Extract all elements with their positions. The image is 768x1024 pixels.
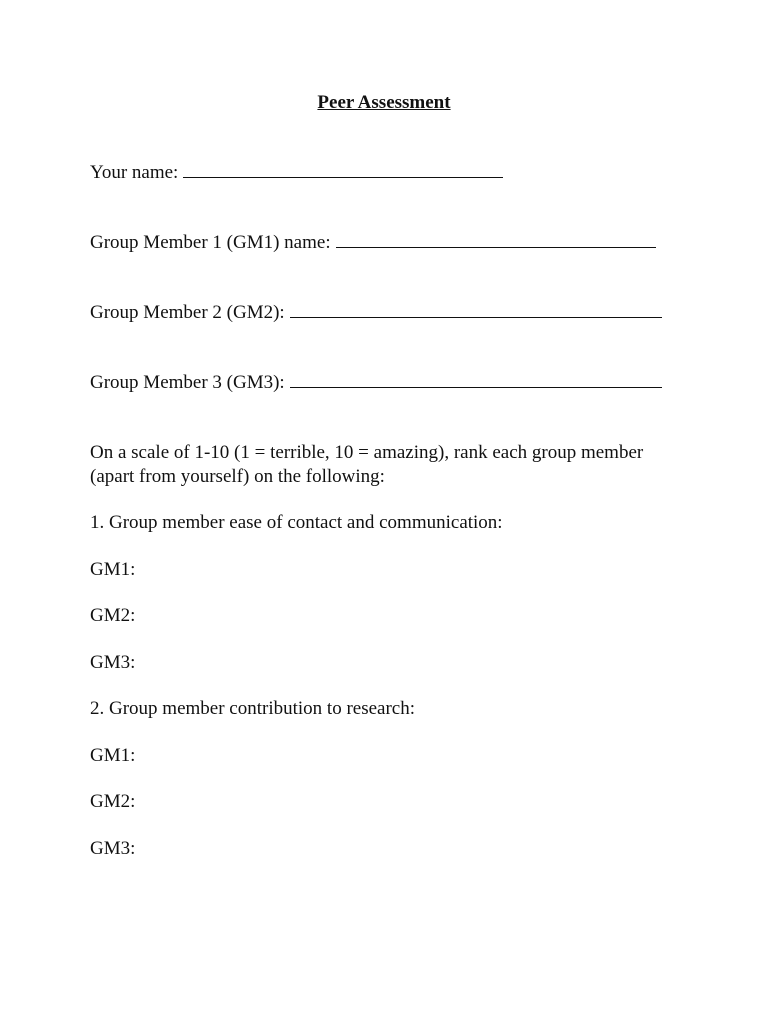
gm3-name-row [90, 371, 662, 395]
section-2-gm3-label: GM3: [90, 838, 136, 859]
section-2-gm2-label: GM2: [90, 791, 136, 812]
gm1-name-label: Group Member 1 (GM1) name: [90, 232, 331, 253]
section-2-gm1-label: GM1: [90, 745, 136, 766]
your-name-label: Your name: [90, 162, 179, 183]
section-1-gm3-label: GM3: [90, 652, 136, 673]
section-1-gm1-label: GM1: [90, 559, 136, 580]
gm2-name-row [90, 301, 662, 325]
gm1-name-row [90, 231, 656, 255]
gm2-name-blank[interactable] [290, 301, 662, 318]
section-1-gm2-label: GM2: [90, 605, 136, 626]
your-name-blank[interactable] [183, 161, 503, 178]
gm3-name-blank[interactable] [290, 371, 662, 388]
gm2-name-label: Group Member 2 (GM2): [90, 302, 285, 323]
gm1-name-blank[interactable] [336, 231, 656, 248]
section-2-heading: 2. Group member contribution to research: [90, 698, 416, 719]
your-name-row [90, 161, 503, 185]
gm3-name-label: Group Member 3 (GM3): [90, 372, 285, 393]
document-title: Peer Assessment [317, 92, 451, 113]
section-1-heading: 1. Group member ease of contact and communication: [90, 512, 503, 533]
instructions-text: On a scale of 1-10 (1 = terrible, 10 = amazing), rank each group member (apart from yourself) on the following: [90, 442, 644, 487]
